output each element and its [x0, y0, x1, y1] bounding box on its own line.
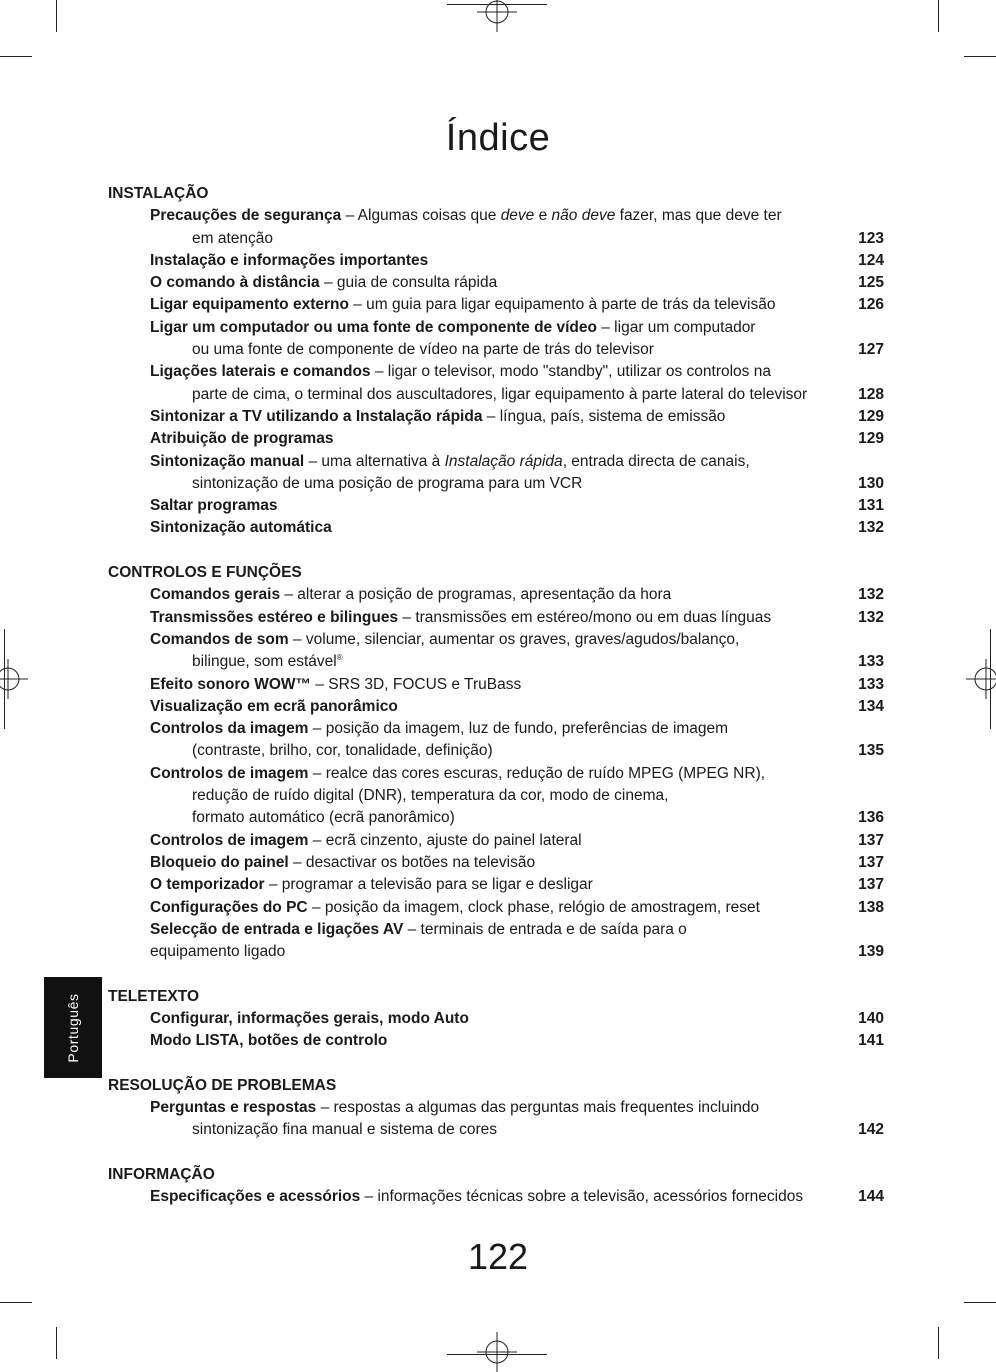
page-ref: 133	[858, 653, 884, 671]
page-ref: 130	[858, 474, 884, 492]
page-ref: 135	[858, 742, 884, 760]
entry-title: Precauções de segurança	[150, 207, 342, 225]
page-ref: 131	[858, 497, 884, 515]
crop-mark	[938, 0, 939, 32]
toc-entry[interactable]: Controlos da imagem – posição da imagem, luz de fundo, preferências de imagem (contraste, brilho, cor, tonalidade, definição) 135	[150, 718, 884, 763]
page-ref: 123	[858, 229, 884, 247]
toc-entry[interactable]: Controlos de imagem – ecrã cinzento, ajuste do painel lateral 137	[150, 830, 884, 852]
entry-title: Ligar equipamento externo	[150, 296, 349, 314]
toc-entry[interactable]	[150, 517, 884, 539]
crop-mark	[56, 1327, 57, 1359]
page-ref: 125	[858, 274, 884, 292]
crop-mark	[964, 56, 996, 57]
crop-mark	[938, 1327, 939, 1359]
table-of-contents	[108, 183, 884, 1209]
entry-title: Comandos gerais	[150, 586, 281, 604]
toc-entry[interactable]	[150, 250, 884, 272]
toc-entry[interactable]: Controlos de imagem – realce das cores escuras, redução de ruído MPEG (MPEG NR), redução de ruído digital (DNR), temperatura da cor, modo de cinema, formato automático (ecrã panorâmico) 136	[150, 763, 884, 830]
toc-entry[interactable]: Comandos gerais – alterar a posição de programas, apresentação da hora 132	[150, 584, 884, 606]
entry-title: Controlos de imagem	[150, 764, 309, 782]
page-ref: 138	[858, 898, 884, 916]
section-heading: RESOLUÇÃO DE PROBLEMAS	[108, 1076, 337, 1094]
page-ref: 141	[858, 1032, 884, 1050]
entry-title: Modo LISTA, botões de controlo	[150, 1032, 388, 1050]
crop-mark	[0, 56, 32, 57]
page-ref: 129	[858, 430, 884, 448]
crop-mark	[4, 629, 5, 729]
page-ref: 137	[858, 853, 884, 871]
page-ref: 137	[858, 876, 884, 894]
entry-title: Especificações e acessórios	[150, 1188, 361, 1206]
entry-title: Bloqueio do painel	[150, 853, 289, 871]
toc-entry[interactable]: Selecção de entrada e ligações AV – terminais de entrada e de saída para o equipamento ligado 139	[150, 919, 884, 964]
entry-title: Configurar, informações gerais, modo Auto	[150, 1009, 469, 1027]
page-ref: 132	[858, 608, 884, 626]
page-ref: 137	[858, 831, 884, 849]
toc-entry[interactable]	[150, 1030, 884, 1052]
toc-entry[interactable]	[150, 428, 884, 450]
toc-entry[interactable]: Ligar equipamento externo – um guia para ligar equipamento à parte de trás da televisão 126	[150, 294, 884, 316]
toc-entry[interactable]: Configurações do PC – posição da imagem, clock phase, relógio de amostragem, reset 138	[150, 897, 884, 919]
registration-mark-icon	[477, 0, 517, 32]
page-ref: 129	[858, 407, 884, 425]
language-tab-label: Português	[65, 992, 81, 1063]
entry-title: Efeito sonoro WOW™	[150, 675, 312, 693]
page-ref: 142	[858, 1121, 884, 1139]
section-heading: INFORMAÇÃO	[108, 1166, 215, 1184]
registered-mark: ®	[336, 653, 343, 663]
entry-title: Perguntas e respostas	[150, 1099, 317, 1117]
entry-title: Ligar um computador ou uma fonte de componente de vídeo	[150, 318, 597, 336]
crop-mark	[0, 1302, 32, 1303]
entry-title: Controlos de imagem	[150, 831, 309, 849]
registration-mark-icon	[477, 1332, 517, 1372]
language-tab	[44, 977, 102, 1078]
toc-entry[interactable]: Precauções de segurança – Algumas coisas que deve e não deve fazer, mas que deve ter em atenção 123	[150, 205, 884, 250]
page-ref: 133	[858, 675, 884, 693]
crop-mark	[990, 629, 991, 729]
toc-entry[interactable]	[150, 495, 884, 517]
toc-entry[interactable]: Sintonizar a TV utilizando a Instalação rápida – língua, país, sistema de emissão 129	[150, 406, 884, 428]
toc-entry[interactable]: Comandos de som – volume, silenciar, aumentar os graves, graves/agudos/balanço, bilingue, som estável® 133	[150, 629, 884, 674]
crop-mark	[56, 0, 57, 32]
page-ref: 140	[858, 1009, 884, 1027]
entry-title: Selecção de entrada e ligações AV	[150, 920, 404, 938]
toc-entry[interactable]: Transmissões estéreo e bilingues – transmissões em estéreo/mono ou em duas línguas 132	[150, 607, 884, 629]
crop-mark	[964, 1302, 996, 1303]
page-number: 122	[467, 1236, 529, 1277]
entry-title: Sintonização manual	[150, 452, 305, 470]
toc-entry[interactable]: Perguntas e respostas – respostas a algumas das perguntas mais frequentes incluindo sintonização fina manual e sistema de cores 142	[150, 1097, 884, 1142]
section-heading: INSTALAÇÃO	[108, 185, 209, 202]
page-title: Índice	[445, 117, 551, 160]
entry-title: Sintonizar a TV utilizando a Instalação rápida	[150, 407, 483, 425]
entry-title: Controlos da imagem	[150, 720, 309, 738]
entry-title: O comando à distância	[150, 274, 320, 292]
toc-entry[interactable]: Especificações e acessórios – informações técnicas sobre a televisão, acessórios fornecidos 144	[150, 1186, 884, 1208]
page-ref: 132	[858, 519, 884, 537]
registration-mark-icon	[966, 659, 996, 699]
toc-entry[interactable]: Ligações laterais e comandos – ligar o televisor, modo "standby", utilizar os controlos na parte de cima, o terminal dos auscultadores, ligar equipamento à parte lateral do televisor 128	[150, 361, 884, 406]
page-ref: 126	[858, 296, 884, 314]
page-ref: 128	[858, 385, 884, 403]
entry-title: Saltar programas	[150, 497, 278, 515]
entry-title: Instalação e informações importantes	[150, 251, 429, 269]
page-ref: 139	[858, 943, 884, 961]
section-heading: CONTROLOS E FUNÇÕES	[108, 564, 302, 582]
entry-title: Sintonização automática	[150, 519, 332, 537]
page-ref: 127	[858, 341, 884, 359]
toc-entry[interactable]: Bloqueio do painel – desactivar os botões na televisão 137	[150, 852, 884, 874]
toc-entry[interactable]: O temporizador – programar a televisão para se ligar e desligar 137	[150, 874, 884, 896]
page-ref: 124	[858, 251, 884, 269]
toc-entry[interactable]: O comando à distância – guia de consulta rápida 125	[150, 272, 884, 294]
entry-title: Ligações laterais e comandos	[150, 363, 371, 381]
entry-title: Transmissões estéreo e bilingues	[150, 608, 399, 626]
toc-entry[interactable]	[150, 1008, 884, 1030]
section-heading: TELETEXTO	[108, 987, 200, 1005]
page-ref: 134	[858, 697, 884, 715]
toc-entry[interactable]: Efeito sonoro WOW™ – SRS 3D, FOCUS e TruBass 133	[150, 674, 884, 696]
entry-title: Comandos de som	[150, 630, 289, 648]
toc-entry[interactable]	[150, 696, 884, 718]
page-ref: 144	[858, 1188, 884, 1206]
entry-title: Configurações do PC	[150, 898, 308, 916]
page-ref: 132	[858, 586, 884, 604]
toc-entry[interactable]: Sintonização manual – uma alternativa à Instalação rápida, entrada directa de canais, sintonização de uma posição de programa para um VCR 130	[150, 451, 884, 496]
entry-title: Visualização em ecrã panorâmico	[150, 697, 398, 715]
toc-entry[interactable]: Ligar um computador ou uma fonte de componente de vídeo – ligar um computador ou uma fonte de componente de vídeo na parte de trás do televisor 127	[150, 317, 884, 362]
entry-title: O temporizador	[150, 876, 265, 894]
entry-title: Atribuição de programas	[150, 430, 334, 448]
page-ref: 136	[858, 809, 884, 827]
